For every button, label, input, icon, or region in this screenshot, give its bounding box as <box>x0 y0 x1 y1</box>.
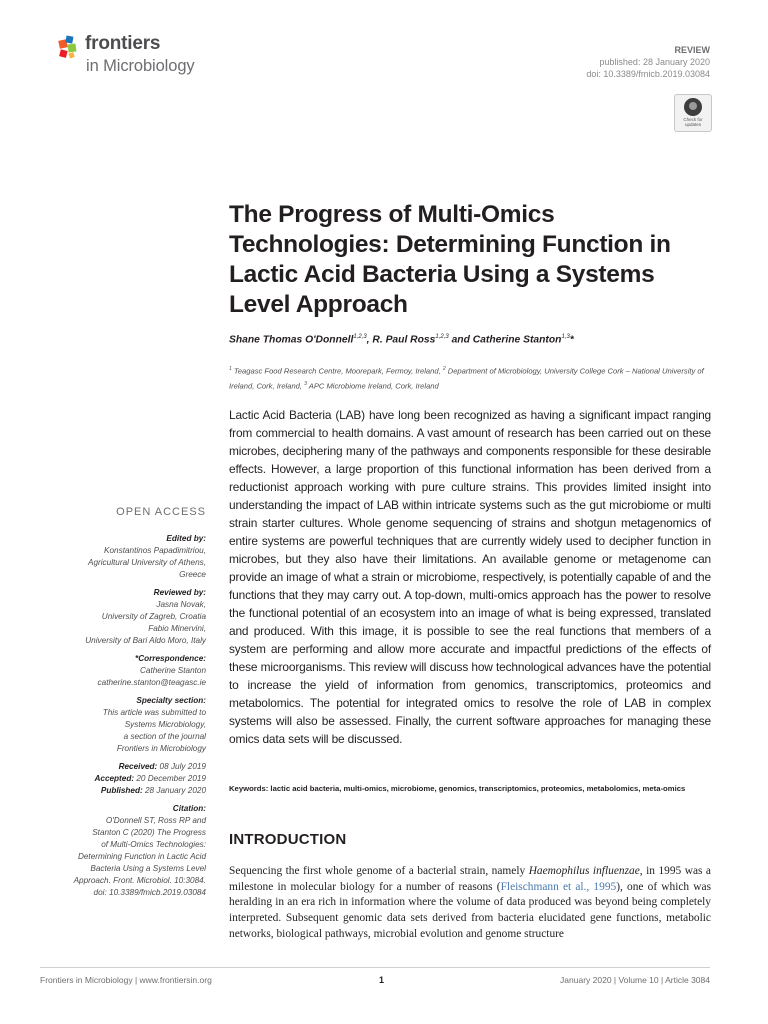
affiliation-number: 1 <box>229 366 232 372</box>
reviewer-line[interactable]: Fabio Minervini, <box>148 624 206 633</box>
affiliation-number: 2 <box>442 366 446 372</box>
received-label: Received: <box>118 762 158 771</box>
article-meta <box>586 44 710 80</box>
author-affiliation-marker: 1,2,3 <box>353 334 367 340</box>
citation-line: Determining Function in Lactic Acid <box>77 852 206 861</box>
specialty-line: a section of the journal <box>123 732 206 741</box>
citation-line: of Multi-Omics Technologies: <box>101 840 206 849</box>
published-value: 28 January 2020 <box>142 786 206 795</box>
introduction-paragraph <box>229 864 711 943</box>
accepted-date <box>40 773 206 785</box>
affiliation-text: Teagasc Food Research Centre, Moorepark, Fermoy, Ireland, <box>231 366 443 376</box>
author-name[interactable]: Catherine Stanton <box>472 334 562 346</box>
reviewer-line: University of Zagreb, Croatia <box>101 612 206 621</box>
editor-line: Agricultural University of Athens, <box>87 558 206 567</box>
keywords: Keywords: lactic acid bacteria, multi-omics, microbiome, genomics, transcriptomics, proteomics, metabolomics, meta-omics <box>229 784 686 793</box>
intro-text-part: Sequencing the first whole genome of a bacterial strain, namely <box>229 865 529 877</box>
open-access-label: OPEN ACCESS <box>116 506 206 518</box>
author-affiliation-marker: 1,2,3 <box>435 334 449 340</box>
author-list <box>229 334 709 345</box>
citation-line: Approach. Front. Microbiol. 10:3084. <box>73 876 206 885</box>
article-sidebar <box>40 506 206 899</box>
editor-line[interactable]: Konstantinos Papadimitriou, <box>104 546 206 555</box>
article-title: The Progress of Multi-Omics Technologies: Determining Function in Lactic Acid Bacteria Using a Systems Level Approach <box>229 201 671 318</box>
journal-logo[interactable] <box>57 33 217 83</box>
affiliation-text: APC Microbiome Ireland, Cork, Ireland <box>306 381 439 391</box>
correspondence-heading: *Correspondence: <box>135 654 206 663</box>
citation-link[interactable]: Fleischmann et al., 1995 <box>500 880 617 893</box>
article-type: REVIEW <box>674 45 710 55</box>
citation-line: O'Donnell ST, Ross RP and <box>105 816 206 825</box>
publish-date: published: 28 January 2020 <box>599 57 710 67</box>
citation-doi[interactable]: doi: 10.3389/fmicb.2019.03084 <box>93 888 206 897</box>
citation-line: Bacteria Using a Systems Level <box>90 864 206 873</box>
organism-name: Haemophilus influenzae <box>528 865 640 877</box>
updates-badge-line1: Check for <box>683 117 703 122</box>
abstract: Lactic Acid Bacteria (LAB) have long been recognized as having a significant impact ranging from commercial to health domains. A vast amount of research has been carried out on these microbes, deciphering many of the pathways and components responsible for these desirable effects. However, a large proportion of this functional information has been derived from a reductionist approach working with pure culture strains. This provides limited insight into understanding the impact of LAB within intricate systems such as the gut microbiome or multi strain starter cultures. Whole genome sequencing of strains and shotgun metagenomics of entire systems are powerful techniques that are currently widely used to decipher function in microbes, but they also have their limitations. An available genome or metagenome can provide an image of what a strain or microbiome, respectively, is potentially capable of and the functions that they may carry out. A top-down, multi-omics approach has the power to resolve the functional potential of an ecosystem into an image of what is being expressed, translated and produced. With this image, it is possible to see the real functions that members of a system are performing and allow more accurate and impactful predictions of the effects of these microorganisms. This review will discuss how technological advances have the potential to increase the yield of information from genomics, transcriptomics, proteomics and metabolomics. The potential for integrated omics to resolve the role of LAB in complex systems will also be assessed. Finally, the current software approaches for managing these omics data sets will be discussed. <box>229 408 711 746</box>
citation-heading: Citation: <box>172 804 206 813</box>
affiliation-text: Department of Microbiology, University College Cork – National University of Ireland, Cork, Ireland, <box>229 366 704 391</box>
page-number: 1 <box>379 975 385 985</box>
journal-name: in Microbiology <box>86 57 195 75</box>
specialty-line: Systems Microbiology, <box>124 720 206 729</box>
updates-icon <box>684 98 702 116</box>
author-separator: and <box>448 334 473 346</box>
footer-journal[interactable]: Frontiers in Microbiology | www.frontiersin.org <box>40 975 212 985</box>
correspondence-email[interactable]: catherine.stanton@teagasc.ie <box>97 678 206 687</box>
check-for-updates-badge[interactable] <box>674 94 712 132</box>
intro-text-part: ), one of which was heralding in an era rich in information where the volume of data produced was beyond being completely interpreted. Subsequent genomic data sets derived from bacteria elucidated gene functions, metabolic networks, biological pathways, microbial evolution and genome structure <box>229 880 712 940</box>
editor-line: Greece <box>179 570 206 579</box>
author-name[interactable]: R. Paul Ross <box>372 334 436 346</box>
updates-badge-text <box>675 117 711 127</box>
reviewer-line[interactable]: Jasna Novak, <box>156 600 206 609</box>
published-date <box>40 785 206 797</box>
specialty-line: This article was submitted to <box>102 708 206 717</box>
published-label: Published: <box>100 786 143 795</box>
author-name[interactable]: Shane Thomas O'Donnell <box>229 334 354 346</box>
specialty-section-heading: Specialty section: <box>136 696 206 705</box>
affiliation-number: 3 <box>304 381 307 388</box>
section-heading-introduction: INTRODUCTION <box>229 831 347 848</box>
edited-by-heading: Edited by: <box>166 534 206 543</box>
specialty-line: Frontiers in Microbiology <box>116 744 206 753</box>
reviewer-line: University of Bari Aldo Moro, Italy <box>85 636 206 645</box>
intro-text-part: , in 1995 was a milestone in molecular biology for a number of reasons ( <box>229 865 711 893</box>
received-value: 08 July 2019 <box>157 762 206 771</box>
reviewed-by-heading: Reviewed by: <box>153 588 206 597</box>
citation-line: Stanton C (2020) The Progress <box>92 828 206 837</box>
updates-badge-line2: updates <box>684 122 701 127</box>
accepted-label: Accepted: <box>94 774 135 783</box>
affiliations <box>229 363 715 393</box>
author-affiliation-marker: 1,3 <box>561 334 570 340</box>
corresponding-author-star: * <box>569 334 574 346</box>
article-doi[interactable]: doi: 10.3389/fmicb.2019.03084 <box>586 69 710 79</box>
correspondence-line: Catherine Stanton <box>140 666 206 675</box>
footer-issue: January 2020 | Volume 10 | Article 3084 <box>560 975 710 985</box>
footer-divider <box>40 967 710 968</box>
author-separator: , <box>366 334 373 346</box>
received-date <box>40 761 206 773</box>
journal-brand: frontiers <box>85 33 161 54</box>
accepted-value: 20 December 2019 <box>134 774 206 783</box>
frontiers-logo-icon <box>57 35 81 63</box>
